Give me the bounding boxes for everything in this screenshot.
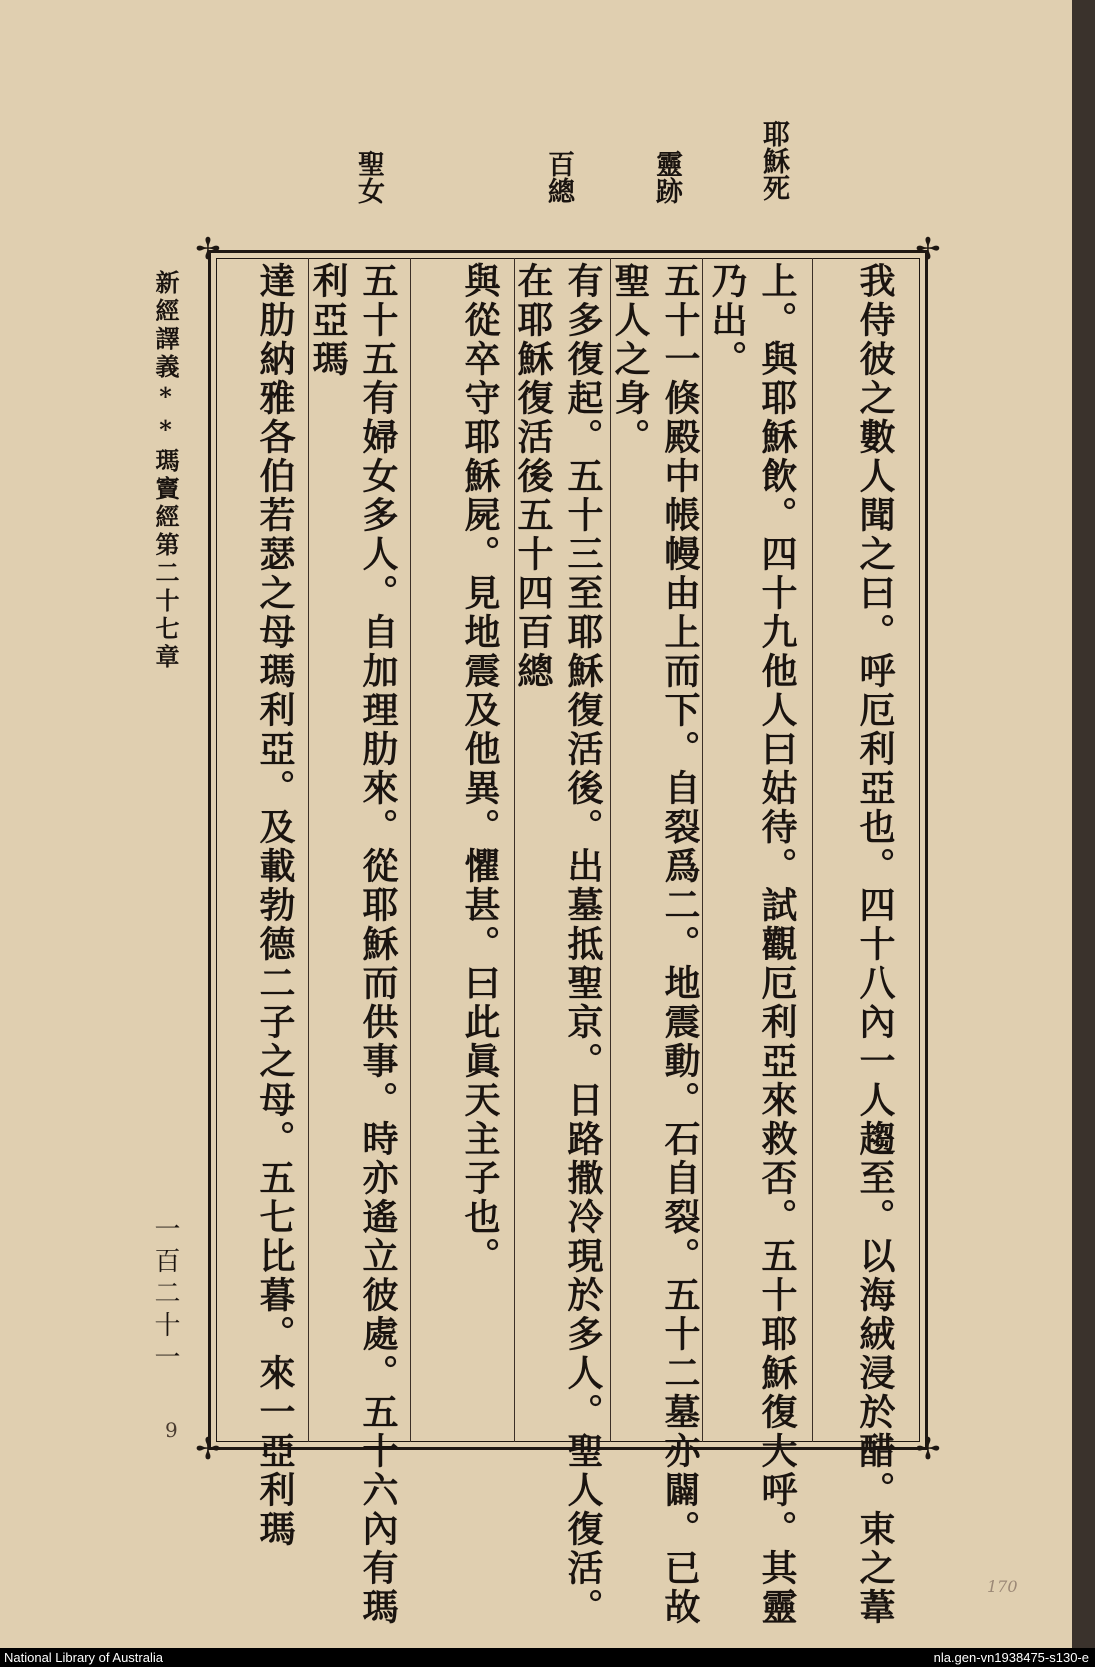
footer-item-id: nla.gen-vn1938475-s130-e: [933, 1650, 1089, 1665]
text-column-3: 五十一倏殿中帳幔由上而下。自裂爲二。地震動。石自裂。五十二墓亦闢。已故聖人之身。: [609, 262, 701, 1627]
corner-ornament-icon: ✢: [915, 232, 941, 267]
text-column-2: 上。與耶穌飲。四十九他人曰姑待。試觀厄利亞來救否。五十耶穌復大呼。其靈乃出。: [706, 262, 798, 1627]
sheet-number: 9: [165, 1418, 178, 1442]
text-column-5: 與從卒守耶穌屍。見地震及他異。懼甚。曰此眞天主子也。: [459, 262, 501, 1276]
column-divider: [812, 258, 813, 1442]
text-column-7: 達肋納雅各伯若瑟之母瑪利亞。及載勃德二子之母。五七比暮。來一亞利瑪: [254, 262, 296, 1549]
pencil-annotation: 170: [987, 1577, 1018, 1596]
corner-ornament-icon: ✢: [195, 232, 221, 267]
footer-library-name: National Library of Australia: [4, 1650, 163, 1665]
running-title: 新經譯義**瑪竇經第二十七章: [151, 270, 180, 672]
page-edge: [1072, 0, 1095, 1648]
corner-ornament-icon: ✢: [915, 1432, 941, 1467]
text-column-4: 有多復起。五十三至耶穌復活後。出墓抵聖京。日路撒冷現於多人。聖人復活。在耶穌復活後五十四百總: [512, 262, 604, 1627]
page-number: 一百二十一: [150, 1215, 180, 1375]
footer-bar: [0, 1648, 1095, 1667]
headnote-centurion: 百總: [543, 150, 574, 204]
column-divider: [308, 258, 309, 1442]
text-column-6: 五十五有婦女多人。自加理肋來。從耶穌而供事。時亦遙立彼處。五十六內有瑪利亞瑪: [307, 262, 399, 1627]
text-column-1: 我侍彼之數人聞之曰。呼厄利亞也。四十八內一人趨至。以海絨浸於醋。束之葦: [854, 262, 896, 1627]
corner-ornament-icon: ✢: [195, 1432, 221, 1467]
headnote-death-of-jesus: 耶穌死: [758, 120, 789, 201]
column-divider: [410, 258, 411, 1442]
headnote-holy-women: 聖女: [353, 150, 384, 204]
headnote-miracles: 靈跡: [651, 150, 682, 204]
